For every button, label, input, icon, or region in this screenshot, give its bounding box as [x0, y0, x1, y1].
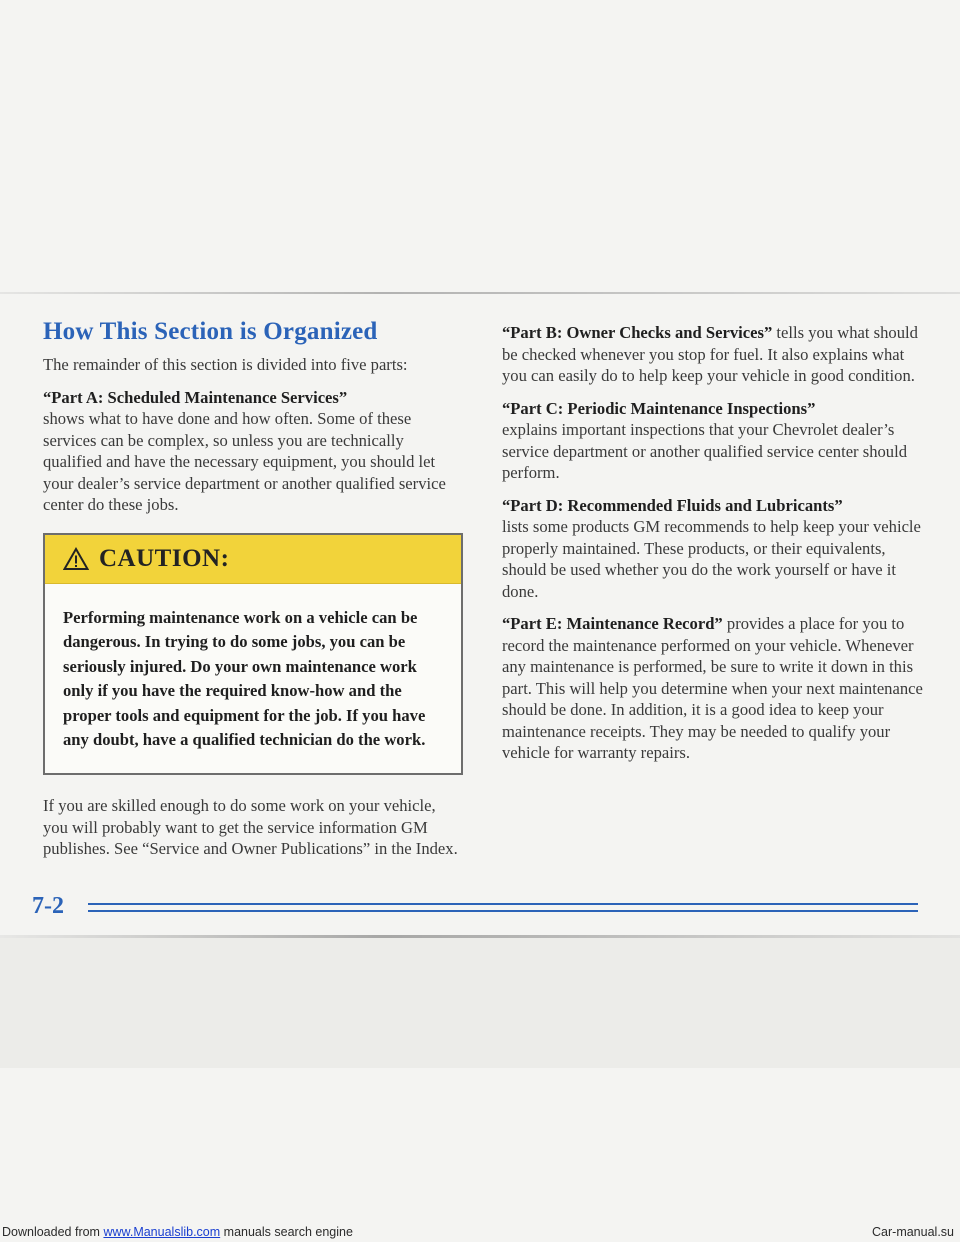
part-e — [502, 613, 932, 764]
part-b — [502, 322, 932, 387]
banner-prefix: Downloaded from — [2, 1225, 100, 1239]
manualslib-link[interactable]: www.Manualslib.com — [103, 1225, 221, 1239]
top-divider — [0, 292, 960, 294]
part-a — [43, 387, 463, 516]
left-column — [43, 318, 463, 860]
part-a-text: shows what to have done and how often. Some of these services can be complex, so unless you are technically qualified and have the necessary equipment, you should let your dealer’s service department or another qualified service center do these jobs. — [43, 409, 446, 514]
service-info-paragraph: If you are skilled enough to do some work on your vehicle, you will probably want to get the service information GM publishes. See “Service and Owner Publications” in the Index. — [43, 796, 458, 859]
page-number: 7-2 — [32, 893, 64, 919]
banner-suffix: manuals search engine — [223, 1225, 353, 1239]
part-d-text: lists some products GM recommends to help keep your vehicle properly maintained. These products, or their equivalents, should be used whether you do the work yourself or have it done. — [502, 517, 921, 601]
footer-rule-bottom — [88, 910, 918, 912]
right-column — [502, 322, 932, 775]
download-banner — [0, 1222, 960, 1242]
warning-triangle-icon — [63, 547, 89, 571]
part-c — [502, 398, 932, 484]
watermark-right: Car-manual.su — [872, 1225, 954, 1239]
caution-banner — [45, 535, 461, 584]
part-b-heading: “Part B: Owner Checks and Services” — [502, 323, 773, 342]
caution-box — [43, 533, 463, 776]
part-e-heading: “Part E: Maintenance Record” — [502, 614, 723, 633]
part-e-text: provides a place for you to record the maintenance performed on your vehicle. Whenever any maintenance is performed, be sure to write it down in this part. This will help you determine when your next maintenance should be done. In addition, it is a good idea to keep your maintenance receipts. They may be needed to qualify your vehicle for warranty repairs. — [502, 614, 923, 762]
lower-band — [0, 938, 960, 1068]
part-d — [502, 495, 932, 603]
section-intro: The remainder of this section is divided into five parts: — [43, 355, 408, 374]
section-title: How This Section is Organized — [43, 318, 378, 345]
footer-rule-top — [88, 903, 918, 905]
part-a-heading: “Part A: Scheduled Maintenance Services” — [43, 387, 348, 407]
part-d-heading: “Part D: Recommended Fluids and Lubricants” — [502, 495, 843, 515]
part-c-text: explains important inspections that your Chevrolet dealer’s service department or another qualified service center should perform. — [502, 420, 907, 482]
part-b-text: tells you what should be checked whenever you stop for fuel. It also explains what you can easily do to help keep your vehicle in good condition. — [502, 323, 918, 385]
part-c-heading: “Part C: Periodic Maintenance Inspections” — [502, 398, 816, 418]
caution-body: Performing maintenance work on a vehicle can be dangerous. In trying to do some jobs, you can be seriously injured. Do your own maintenance work only if you have the required know-how and the proper tools and equipment for the job. If you have any doubt, have a qualified technician do the work. — [63, 607, 426, 750]
caution-title: CAUTION: — [99, 544, 230, 572]
